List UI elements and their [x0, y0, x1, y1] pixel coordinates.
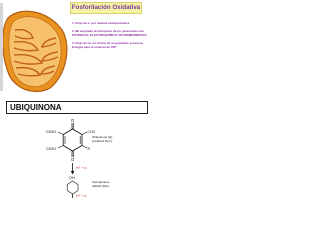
oxygen-top-label: O: [71, 118, 75, 123]
methoxy-label-1: CH3O: [46, 130, 56, 134]
mitochondrion-illustration: [0, 0, 72, 97]
oxygen-bottom-label: O: [71, 157, 75, 162]
quinone-ring: [63, 129, 82, 151]
point-3: 3. Flujo de H+ en contra de su gradiente provee la Energía para la síntesis de ATP: [72, 41, 143, 50]
methoxy-label-2: CH3O: [46, 147, 56, 151]
bottom-slide: [0, 99, 149, 198]
semiquinone-label: Semiquinone radical (QH•): [92, 180, 110, 188]
label-bar: [0, 3, 3, 91]
proton-electron-label-1: H+ + e-: [76, 166, 88, 170]
semiquinone-ring: [67, 181, 78, 194]
methyl-label: CH3: [87, 130, 95, 134]
slide-title-ubiquinona: UBIQUINONA: [6, 101, 148, 114]
oh-label: OH: [69, 176, 75, 180]
proton-electron-label-2: H+ + e-: [76, 194, 88, 198]
ubiquinone-label: Ubiquinone (Q) (oxidized form): [92, 135, 113, 143]
point-2: 2. ∆E acoplado al transporte de H+ generando una POTENCIAL ELECTROQUÍMICO TRANSMEMBRANA: [72, 29, 147, 38]
top-slide: [0, 0, 149, 97]
r-group-label: R: [87, 147, 91, 151]
points-list: [72, 22, 147, 54]
ubiquinone-structure: [0, 99, 149, 198]
point-1: 1. Flujo de e- por cadena transportadora: [72, 21, 130, 25]
slide-title: Fosforilación Oxidativa: [70, 2, 142, 14]
